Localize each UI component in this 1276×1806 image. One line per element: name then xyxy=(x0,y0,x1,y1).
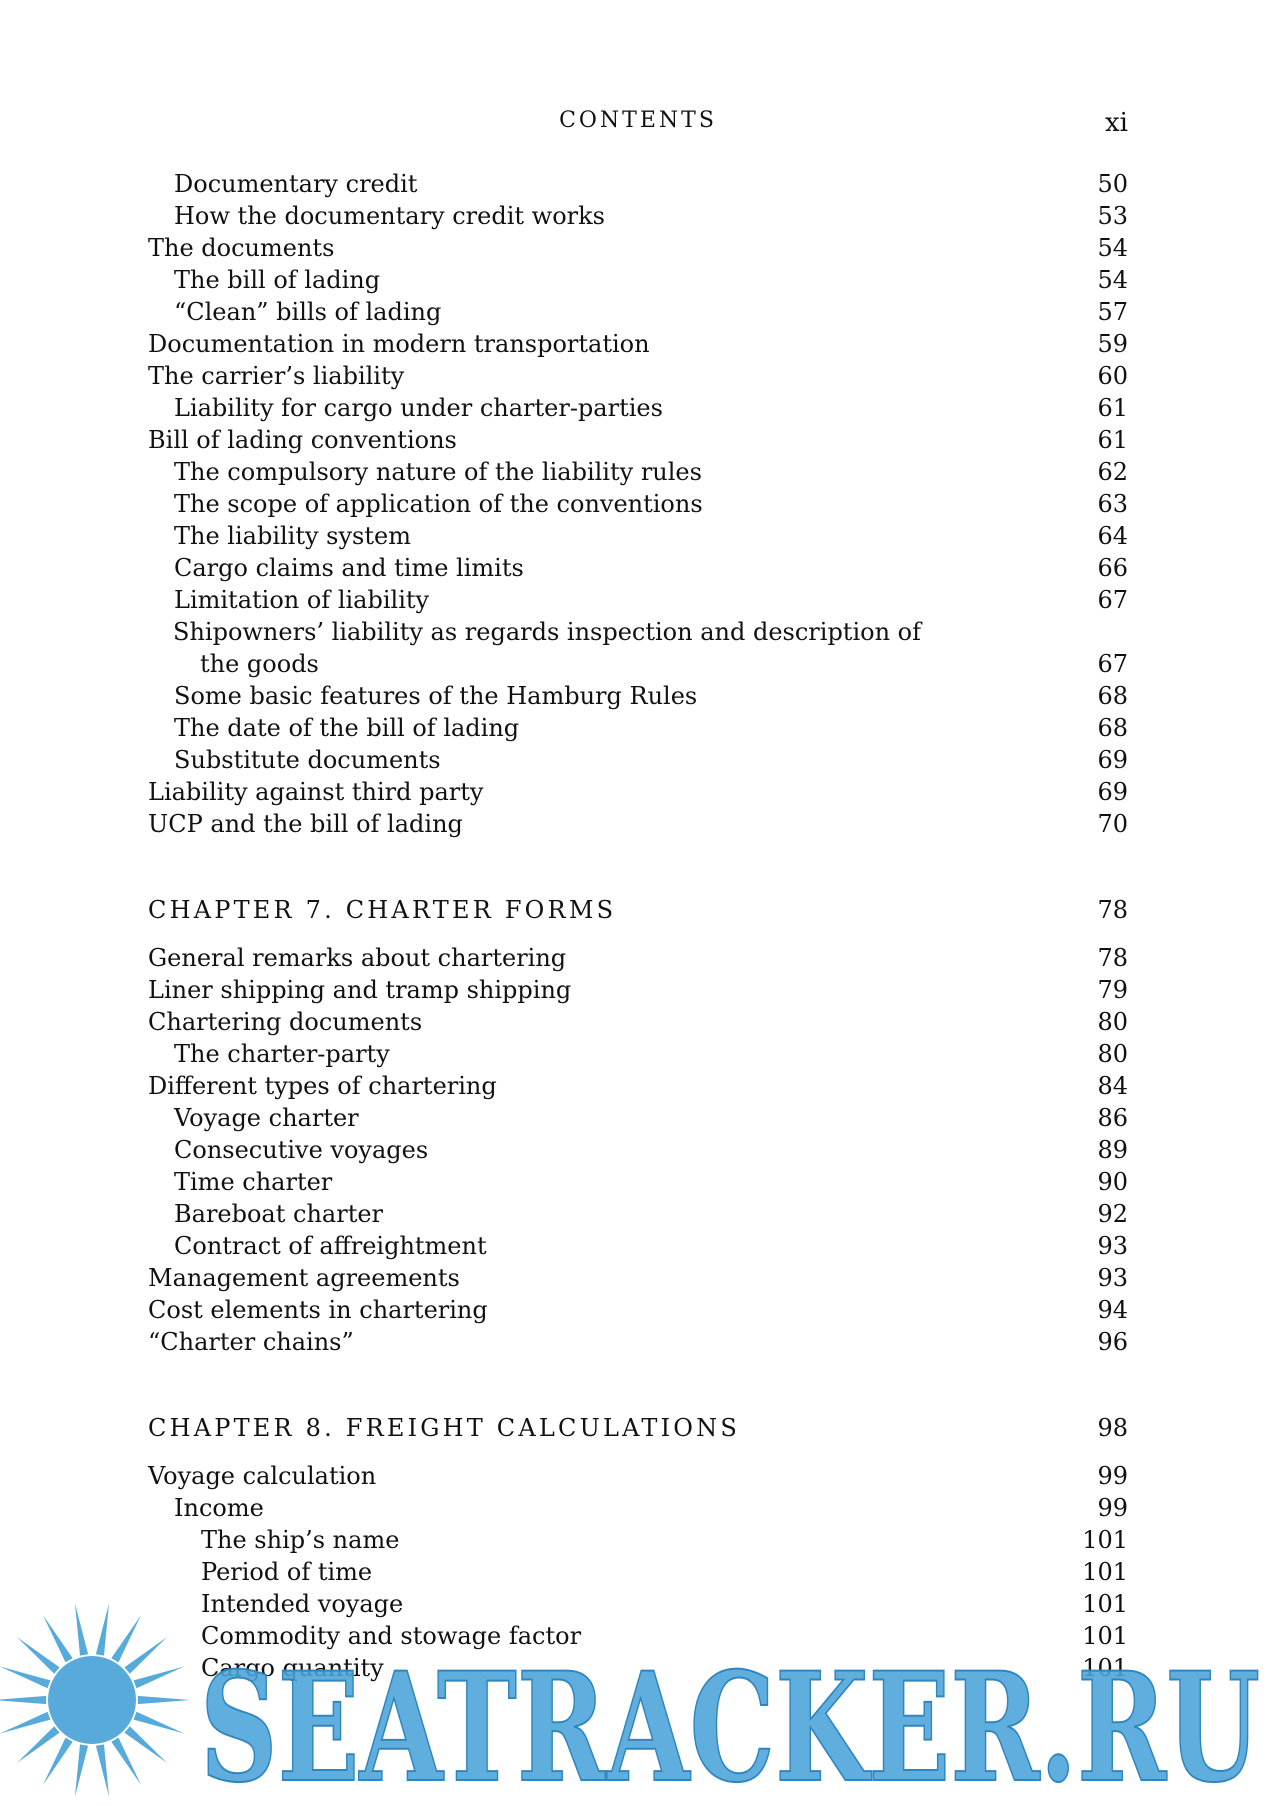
sun-ray xyxy=(124,1726,167,1763)
toc-entry-page: 67 xyxy=(1097,586,1128,614)
toc-entry xyxy=(148,1460,1128,1492)
toc-entry-title: Liner shipping and tramp shipping xyxy=(148,976,572,1004)
toc-entry xyxy=(148,520,1128,552)
toc-entry-page: 84 xyxy=(1097,1072,1128,1100)
toc-entry xyxy=(148,168,1128,200)
toc-entry-title: The bill of lading xyxy=(174,266,381,294)
sun-ray xyxy=(96,1744,109,1796)
toc-entry-page: 67 xyxy=(1097,650,1128,678)
toc-entry-page: 66 xyxy=(1097,554,1128,582)
toc-entry xyxy=(148,1326,1128,1358)
toc-entry-title: Bareboat charter xyxy=(174,1200,384,1228)
toc-entry xyxy=(148,1230,1128,1262)
toc-entry-page: 101 xyxy=(1082,1654,1128,1682)
toc-entry-title: Bill of lading conventions xyxy=(148,426,457,454)
toc-entry-page: 61 xyxy=(1097,426,1128,454)
toc-entry xyxy=(148,1524,1128,1556)
toc-entry-page: 69 xyxy=(1097,778,1128,806)
toc-entry-title: Limitation of liability xyxy=(174,586,430,614)
toc-entry-title: “Charter chains” xyxy=(148,1328,354,1356)
sun-ray xyxy=(124,1637,167,1674)
toc-entry xyxy=(148,456,1128,488)
sun-ray xyxy=(0,1712,50,1734)
sun-ray xyxy=(138,1696,190,1704)
toc-entry-title: Different types of chartering xyxy=(148,1072,497,1100)
toc-entry-page: 86 xyxy=(1097,1104,1128,1132)
toc-entry-title: Consecutive voyages xyxy=(174,1136,429,1164)
toc-entry xyxy=(148,1262,1128,1294)
toc-entry-title: Some basic features of the Hamburg Rules xyxy=(174,682,698,710)
toc-entry-page: 50 xyxy=(1097,170,1128,198)
sun-ray xyxy=(134,1712,185,1734)
toc-entry-title: Shipowners’ liability as regards inspection and description of the goods xyxy=(173,618,921,678)
toc-entry-page: 68 xyxy=(1097,682,1128,710)
sun-ray xyxy=(75,1604,88,1656)
toc-entry-title: Documentary credit xyxy=(174,170,418,198)
toc-entry-title: Intended voyage xyxy=(201,1590,404,1618)
toc-entry-title: General remarks about chartering xyxy=(148,944,567,972)
toc-entry-title: Period of time xyxy=(201,1558,373,1586)
toc-entry-page: 64 xyxy=(1097,522,1128,550)
toc-entry-page: 101 xyxy=(1082,1622,1128,1650)
toc-entry xyxy=(148,296,1128,328)
toc-entry-page: 57 xyxy=(1097,298,1128,326)
toc-entry xyxy=(148,680,1128,712)
toc-entry xyxy=(148,808,1128,840)
toc-entry-title: The scope of application of the conventions xyxy=(174,490,703,518)
toc-entry-title: Substitute documents xyxy=(174,746,441,774)
toc-entry-title: Chartering documents xyxy=(148,1008,423,1036)
chapter-8-heading xyxy=(148,1408,1128,1448)
toc-entry-page: 59 xyxy=(1097,330,1128,358)
toc-entry-page: 101 xyxy=(1082,1558,1128,1586)
toc-entry-title: The liability system xyxy=(174,522,411,550)
toc-entry-title: Voyage calculation xyxy=(148,1462,377,1490)
toc-entry-title: Time charter xyxy=(174,1168,333,1196)
toc-entry xyxy=(148,1070,1128,1102)
toc-entry xyxy=(148,1492,1128,1524)
sun-ray xyxy=(111,1615,141,1662)
toc-entry xyxy=(148,584,1128,616)
watermark-text: SEATRACKER.RU xyxy=(200,1640,1260,1806)
toc-entry xyxy=(148,974,1128,1006)
chapter-7-heading xyxy=(148,890,1128,930)
toc-entry-title: The date of the bill of lading xyxy=(174,714,520,742)
chapter-title: CHAPTER 8. FREIGHT CALCULATIONS xyxy=(148,1414,740,1442)
toc-entry-page: 54 xyxy=(1097,266,1128,294)
running-head xyxy=(148,108,1128,142)
sun-ray xyxy=(0,1667,50,1689)
toc-entry xyxy=(148,942,1128,974)
toc-entry-title: Income xyxy=(174,1494,264,1522)
toc-entry-title: Management agreements xyxy=(148,1264,460,1292)
toc-entry xyxy=(148,1556,1128,1588)
toc-entry-page: 99 xyxy=(1097,1462,1128,1490)
toc-entry xyxy=(148,1006,1128,1038)
toc-entry-title: Cargo claims and time limits xyxy=(174,554,524,582)
toc-entry xyxy=(148,1134,1128,1166)
toc-entry-page: 69 xyxy=(1097,746,1128,774)
toc-entry-title: Contract of affreightment xyxy=(174,1232,487,1260)
sun-ray xyxy=(17,1726,60,1763)
toc-entry-title: “Clean” bills of lading xyxy=(174,298,442,326)
table-of-contents xyxy=(148,168,1128,1684)
toc-entry-title: Voyage charter xyxy=(174,1104,359,1132)
toc-entry xyxy=(148,328,1128,360)
toc-entry xyxy=(148,1038,1128,1070)
toc-entry-page: 99 xyxy=(1097,1494,1128,1522)
chapter-page: 78 xyxy=(1097,896,1128,924)
toc-entry xyxy=(148,1102,1128,1134)
toc-entry-page: 93 xyxy=(1097,1264,1128,1292)
toc-entry-page: 61 xyxy=(1097,394,1128,422)
toc-entry-title: The carrier’s liability xyxy=(148,362,405,390)
sun-ray xyxy=(17,1637,60,1674)
toc-entry-page: 92 xyxy=(1097,1200,1128,1228)
sun-ray xyxy=(111,1738,141,1785)
sun-ray xyxy=(75,1744,88,1796)
toc-entry-title: Documentation in modern transportation xyxy=(148,330,650,358)
toc-entry xyxy=(148,552,1128,584)
toc-entry xyxy=(148,360,1128,392)
sun-ray xyxy=(43,1615,73,1662)
toc-entry-page: 68 xyxy=(1097,714,1128,742)
toc-entry-page: 53 xyxy=(1097,202,1128,230)
toc-entry-title: The compulsory nature of the liability rules xyxy=(174,458,702,486)
toc-entry-page: 79 xyxy=(1097,976,1128,1004)
toc-entry xyxy=(148,232,1128,264)
toc-entry-title: Cargo quantity xyxy=(201,1654,384,1682)
toc-entry-title: Cost elements in chartering xyxy=(148,1296,488,1324)
toc-entry-title: The documents xyxy=(148,234,335,262)
toc-entry xyxy=(148,1166,1128,1198)
toc-entry-page: 89 xyxy=(1097,1136,1128,1164)
toc-entry-page: 101 xyxy=(1082,1526,1128,1554)
toc-section-chapter-7 xyxy=(148,942,1128,1358)
toc-entry-page: 101 xyxy=(1082,1590,1128,1618)
toc-entry-page: 93 xyxy=(1097,1232,1128,1260)
toc-entry-title: How the documentary credit works xyxy=(174,202,605,230)
toc-entry xyxy=(148,616,1128,680)
toc-entry-title: UCP and the bill of lading xyxy=(148,810,463,838)
toc-entry-title: The ship’s name xyxy=(201,1526,400,1554)
toc-entry xyxy=(148,392,1128,424)
toc-entry-page: 94 xyxy=(1097,1296,1128,1324)
sun-ray xyxy=(96,1604,109,1656)
toc-entry xyxy=(148,488,1128,520)
running-title: CONTENTS xyxy=(559,108,717,133)
sun-ray xyxy=(134,1667,185,1689)
chapter-page: 98 xyxy=(1097,1414,1128,1442)
toc-section-chapter-6 xyxy=(148,168,1128,840)
toc-entry xyxy=(148,424,1128,456)
toc-entry-page: 63 xyxy=(1097,490,1128,518)
toc-entry-title: Liability against third party xyxy=(148,778,484,806)
toc-entry-title: Commodity and stowage factor xyxy=(201,1622,582,1650)
sun-icon xyxy=(0,1604,190,1797)
toc-entry-page: 60 xyxy=(1097,362,1128,390)
toc-entry-page: 90 xyxy=(1097,1168,1128,1196)
toc-entry-page: 70 xyxy=(1097,810,1128,838)
toc-entry-page: 62 xyxy=(1097,458,1128,486)
toc-entry-page: 80 xyxy=(1097,1040,1128,1068)
watermark xyxy=(0,1600,1276,1806)
chapter-title: CHAPTER 7. CHARTER FORMS xyxy=(148,896,617,924)
toc-entry-title: Liability for cargo under charter-parties xyxy=(174,394,663,422)
toc-entry-page: 54 xyxy=(1097,234,1128,262)
toc-entry xyxy=(148,1294,1128,1326)
toc-entry-page: 80 xyxy=(1097,1008,1128,1036)
toc-entry-title: The charter-party xyxy=(174,1040,390,1068)
sun-ray xyxy=(0,1696,46,1704)
toc-entry-page: 96 xyxy=(1097,1328,1128,1356)
toc-entry-page: 78 xyxy=(1097,944,1128,972)
toc-entry xyxy=(148,200,1128,232)
page-number: xi xyxy=(1105,108,1128,138)
toc-entry xyxy=(148,1198,1128,1230)
toc-entry xyxy=(148,264,1128,296)
toc-entry xyxy=(148,744,1128,776)
toc-entry xyxy=(148,776,1128,808)
toc-entry xyxy=(148,712,1128,744)
sun-ray xyxy=(43,1738,73,1785)
